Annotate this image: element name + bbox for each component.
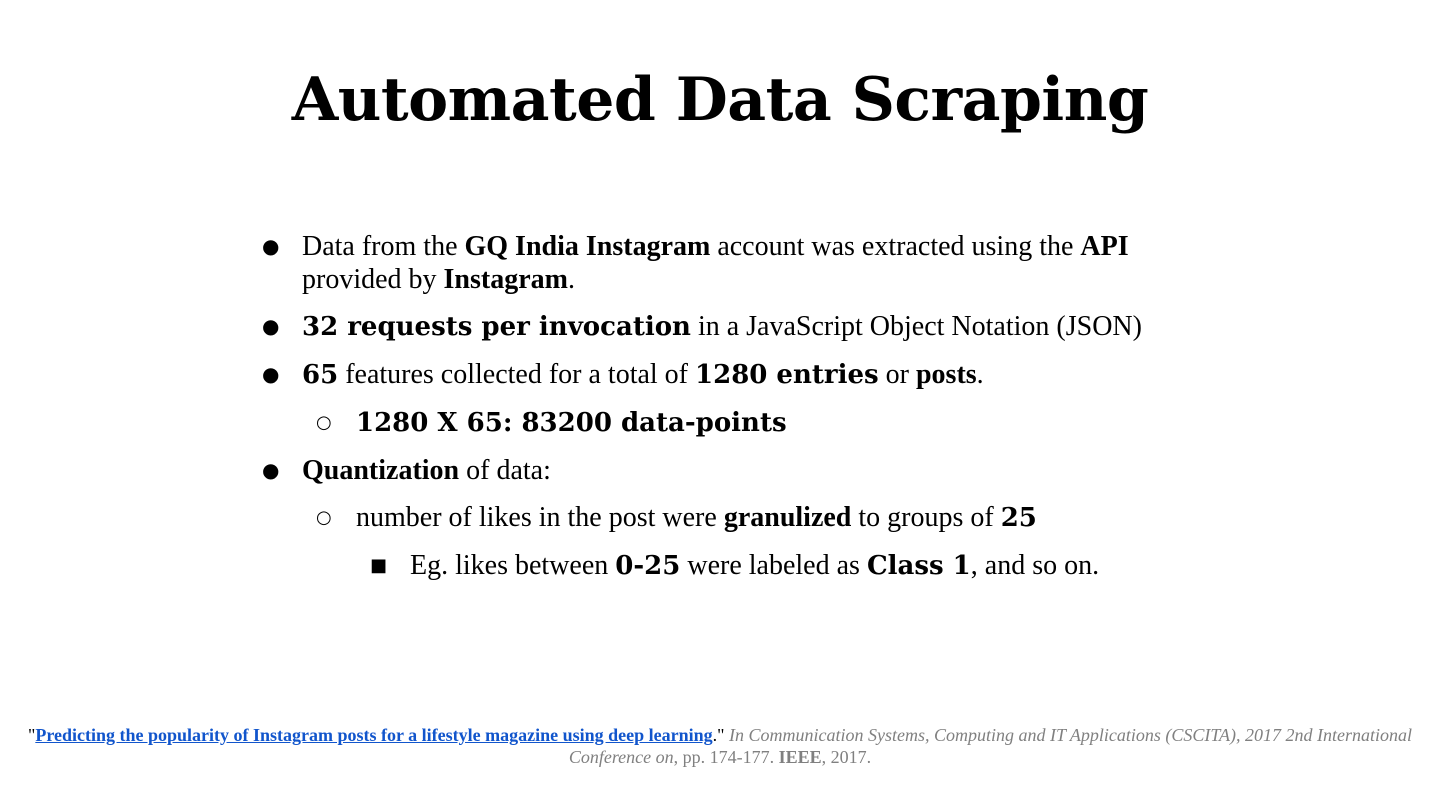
list-item: [0, 406, 1440, 440]
bold-run: 0-25: [615, 551, 681, 581]
bold-run: posts: [915, 359, 977, 390]
text-run: in a JavaScript Object Notation (JSON): [690, 311, 1142, 342]
bold-run: Class 1: [866, 551, 971, 581]
bold-run: 1280 X 65: 83200 data-points: [356, 408, 787, 438]
bold-run: Quantization: [302, 455, 460, 486]
bold-run: 32 requests per invocation: [302, 312, 691, 342]
bullet-text: [356, 501, 1176, 535]
bold-run: Instagram: [443, 264, 568, 295]
text-run: account was extracted using the: [710, 231, 1081, 262]
text-run: , and so on.: [970, 550, 1100, 581]
bold-run: GQ India Instagram: [464, 231, 711, 262]
text-run: .: [567, 264, 575, 295]
bullet-text: [302, 454, 1162, 487]
slide-title: Automated Data Scraping: [291, 65, 1149, 135]
bullet-circle-icon: ○: [316, 412, 332, 433]
list-item: [0, 358, 1440, 392]
citation-venue: In Communication Systems, Computing and IT Applications (CSCITA), 2017 2nd International Conference on: [568, 725, 1413, 767]
bold-run: 65: [302, 360, 339, 390]
bullet-disc-icon: ●: [262, 314, 280, 338]
bullet-text: [302, 358, 1162, 392]
bullet-square-icon: ■: [370, 555, 388, 576]
bold-run: granulized: [723, 502, 852, 533]
bullet-text: [302, 230, 1162, 296]
bullet-disc-icon: ●: [262, 362, 280, 386]
bold-run: API: [1080, 231, 1129, 262]
bullet-list: [0, 230, 1440, 597]
list-item: [0, 454, 1440, 487]
bold-run: 25: [1000, 503, 1037, 533]
citation: [0, 724, 1440, 768]
bullet-text: [356, 406, 1176, 440]
text-run: features collected for a total of: [338, 359, 696, 390]
citation-link[interactable]: Predicting the popularity of Instagram posts for a lifestyle magazine using deep learning: [35, 725, 713, 745]
text-run: or: [878, 359, 916, 390]
bullet-text: [410, 549, 1190, 583]
bullet-disc-icon: ●: [262, 458, 280, 482]
open-quote: ": [27, 725, 36, 745]
text-run: to groups of: [851, 502, 1001, 533]
text-run: Data from the: [302, 231, 465, 262]
bold-run: 1280 entries: [695, 360, 879, 390]
text-run: were labeled as: [680, 550, 867, 581]
list-item: [0, 310, 1440, 344]
bullet-disc-icon: ●: [262, 234, 280, 258]
text-run: provided by: [302, 264, 444, 295]
bullet-text: [302, 310, 1162, 344]
list-item: [0, 549, 1440, 583]
bullet-circle-icon: ○: [316, 507, 332, 528]
citation-publisher: IEEE: [778, 747, 822, 767]
text-run: number of likes in the post were: [356, 502, 724, 533]
list-item: [0, 230, 1440, 296]
text-run: of data:: [459, 455, 551, 486]
list-item: [0, 501, 1440, 535]
text-run: .: [976, 359, 984, 390]
close-quote: .": [712, 725, 725, 745]
citation-year: , 2017.: [821, 747, 872, 767]
citation-pages: , pp. 174-177.: [673, 747, 779, 767]
text-run: Eg. likes between: [410, 550, 616, 581]
